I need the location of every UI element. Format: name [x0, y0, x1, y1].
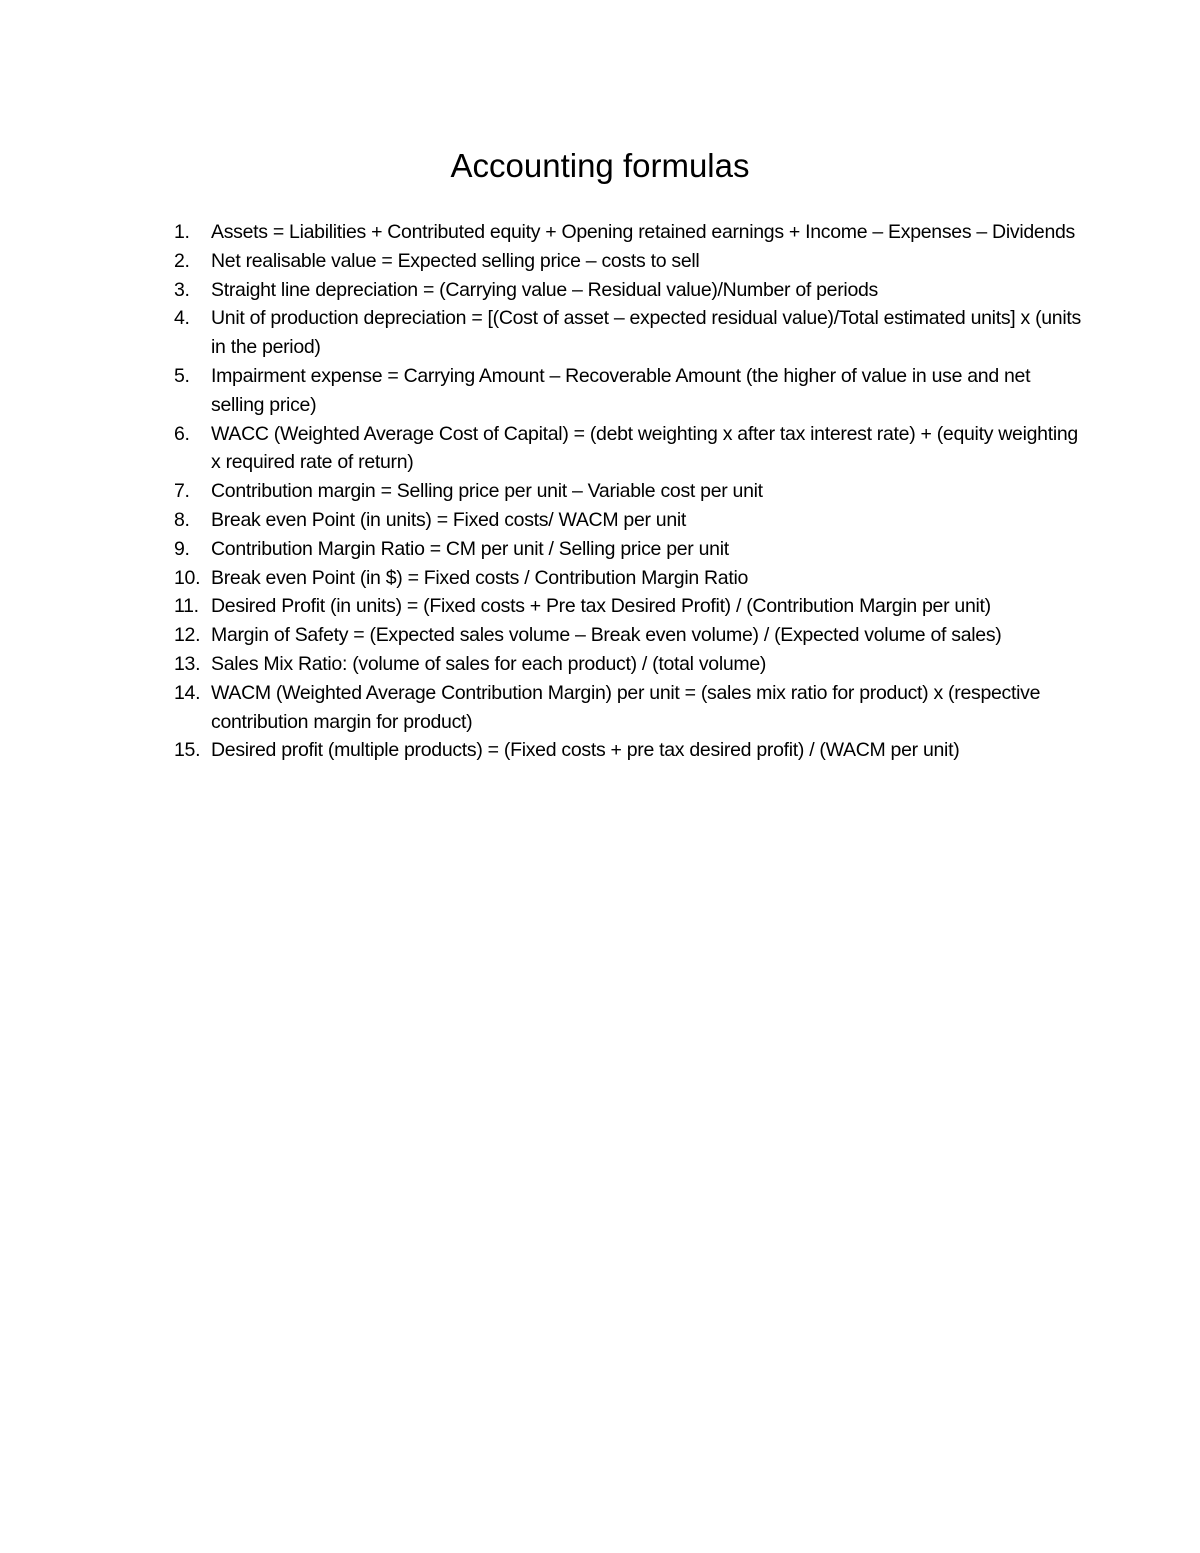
list-item-text: WACM (Weighted Average Contribution Margin) per unit = (sales mix ratio for product) x (respective contribution margin for product) — [211, 681, 1041, 733]
list-item — [174, 650, 1081, 679]
list-item-text: Margin of Safety = (Expected sales volume – Break even volume) / (Expected volume of sales) — [211, 624, 1002, 647]
list-item-number: 7. — [174, 480, 190, 503]
list-item-text: Unit of production depreciation = [(Cost of asset – expected residual value)/Total estimated units] x (units in the period) — [211, 307, 1081, 359]
list-item-number: 8. — [174, 508, 190, 531]
list-item-text: Straight line depreciation = (Carrying value – Residual value)/Number of periods — [211, 278, 878, 301]
list-item — [174, 564, 1081, 593]
list-item — [174, 535, 1081, 564]
list-item — [174, 276, 1081, 305]
list-item-text: Impairment expense = Carrying Amount – Recoverable Amount (the higher of value in use and net selling price) — [211, 364, 1031, 416]
list-item-number: 9. — [174, 537, 190, 560]
formula-list — [174, 218, 1081, 765]
list-item-text: Net realisable value = Expected selling price – costs to sell — [211, 249, 700, 272]
list-item-number: 10. — [174, 566, 201, 589]
list-item — [174, 362, 1081, 420]
list-item-number: 12. — [174, 624, 201, 647]
list-item — [174, 218, 1081, 247]
list-item-text: Break even Point (in $) = Fixed costs / Contribution Margin Ratio — [211, 566, 749, 589]
list-item-text: WACC (Weighted Average Cost of Capital) = (debt weighting x after tax interest rate) + (equity weighting x required rate of return) — [211, 422, 1078, 474]
list-item — [174, 477, 1081, 506]
list-item — [174, 679, 1081, 737]
list-item-number: 4. — [174, 307, 190, 330]
list-item-number: 5. — [174, 364, 190, 387]
list-item — [174, 621, 1081, 650]
list-item — [174, 304, 1081, 362]
list-item — [174, 247, 1081, 276]
list-item-text: Contribution margin = Selling price per unit – Variable cost per unit — [211, 480, 763, 503]
list-item-number: 13. — [174, 652, 201, 675]
list-item-text: Desired Profit (in units) = (Fixed costs + Pre tax Desired Profit) / (Contribution Margin per unit) — [211, 595, 991, 618]
list-item — [174, 420, 1081, 478]
list-item-number: 1. — [174, 221, 190, 243]
list-item-text: Desired profit (multiple products) = (Fixed costs + pre tax desired profit) / (WACM per unit) — [211, 739, 960, 762]
list-item-text: Sales Mix Ratio: (volume of sales for each product) / (total volume) — [211, 652, 767, 675]
list-item-number: 3. — [174, 278, 190, 301]
list-item-number: 15. — [174, 739, 201, 762]
list-item — [174, 736, 1081, 765]
list-item-number: 14. — [174, 681, 201, 704]
list-item-number: 6. — [174, 422, 190, 445]
page-title: Accounting formulas — [450, 147, 750, 184]
list-item-text: Contribution Margin Ratio = CM per unit / Selling price per unit — [211, 537, 729, 560]
list-item-text: Break even Point (in units) = Fixed costs/ WACM per unit — [211, 508, 687, 531]
list-item-text: Assets = Liabilities + Contributed equity + Opening retained earnings + Income – Expenses – Dividends — [211, 221, 1075, 243]
list-item-number: 11. — [174, 595, 199, 618]
list-item-number: 2. — [174, 249, 190, 272]
list-item — [174, 592, 1081, 621]
list-item — [174, 506, 1081, 535]
